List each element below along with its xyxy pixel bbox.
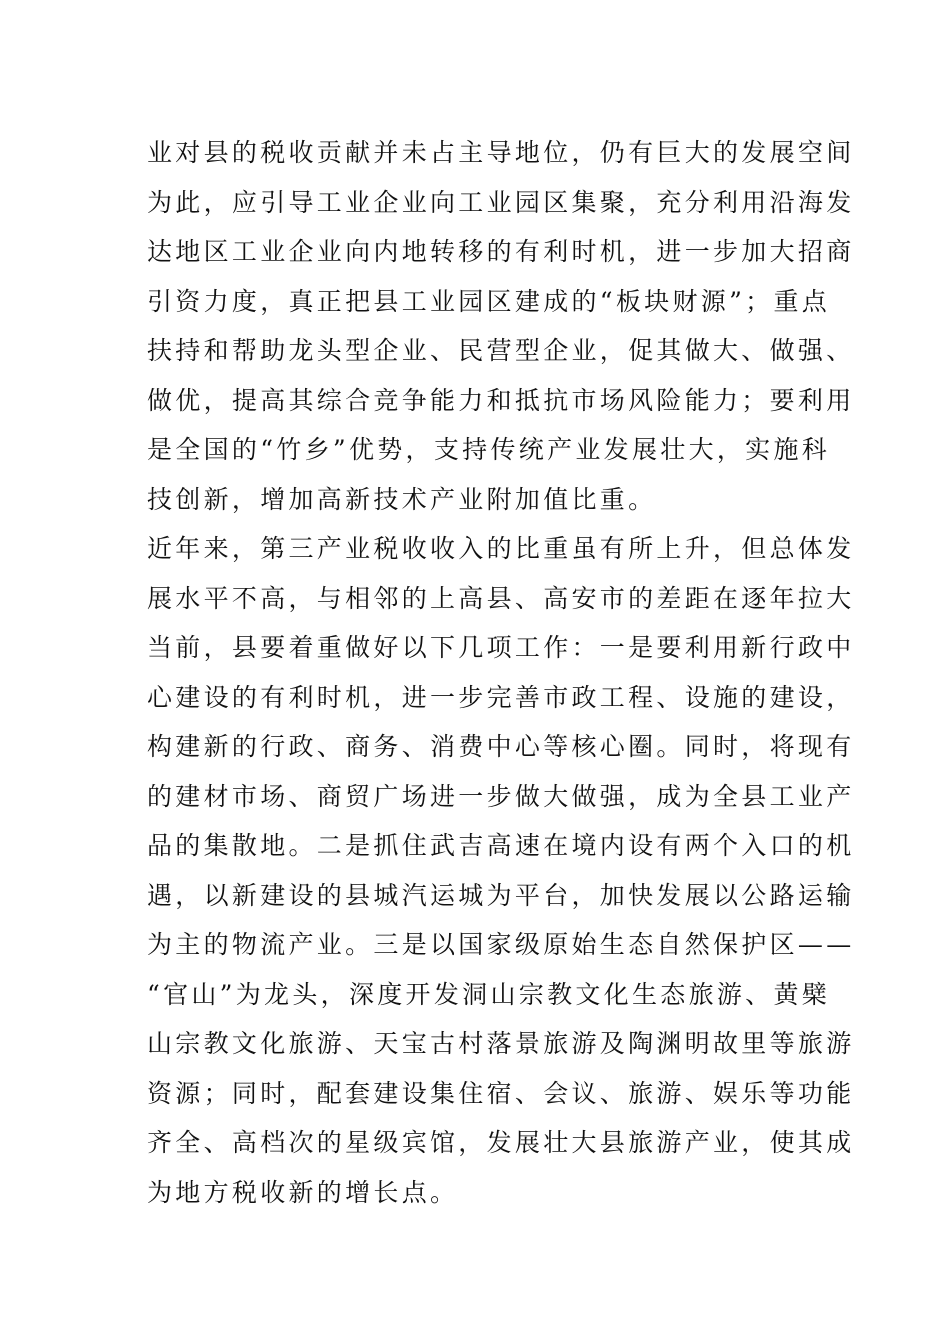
text-line: 是全国的“竹乡”优势，支持传统产业发展壮大，实施科 xyxy=(147,435,831,464)
text-line: 为此，应引导工业企业向工业园区集聚，充分利用沿海发 xyxy=(147,187,855,217)
text-line: 遇，以新建设的县城汽运城为平台，加快发展以公路运输 xyxy=(147,880,855,910)
text-line: 山宗教文化旅游、天宝古村落景旅游及陶渊明故里等旅游 xyxy=(147,1029,855,1058)
text-line: 引资力度，真正把县工业园区建成的“板块财源”；重点 xyxy=(147,286,831,316)
text-line: 为地方税收新的增长点。 xyxy=(147,1177,459,1207)
text-line: 品的集散地。二是抓住武吉高速在境内设有两个入口的机 xyxy=(147,831,855,860)
text-line: 为主的物流产业。三是以国家级原始生态自然保护区—— xyxy=(147,930,855,959)
text-line: 心建设的有利时机，进一步完善市政工程、设施的建设， xyxy=(147,682,855,712)
text-line: 达地区工业企业向内地转移的有利时机，进一步加大招商 xyxy=(147,237,855,266)
text-line: 齐全、高档次的星级宾馆，发展壮大县旅游产业，使其成 xyxy=(147,1128,855,1157)
text-line: “官山”为龙头，深度开发洞山宗教文化生态旅游、黄檗 xyxy=(147,979,831,1009)
text-line: 业对县的税收贡献并未占主导地位，仍有巨大的发展空间 xyxy=(147,138,855,167)
text-line: 做优，提高其综合竞争能力和抵抗市场风险能力；要利用 xyxy=(147,385,855,415)
text-line: 展水平不高，与相邻的上高县、高安市的差距在逐年拉大 xyxy=(147,583,855,613)
paragraph-industry xyxy=(147,128,855,524)
text-line: 近年来，第三产业税收收入的比重虽有所上升，但总体发 xyxy=(147,534,855,563)
text-line: 技创新，增加高新技术产业附加值比重。 xyxy=(147,484,657,514)
text-line: 当前，县要着重做好以下几项工作：一是要利用新行政中 xyxy=(147,633,855,662)
text-line: 构建新的行政、商务、消费中心等核心圈。同时，将现有 xyxy=(147,732,855,761)
text-line: 扶持和帮助龙头型企业、民营型企业，促其做大、做强、 xyxy=(147,336,855,365)
text-line: 的建材市场、商贸广场进一步做大做强，成为全县工业产 xyxy=(147,781,855,811)
text-line: 资源；同时，配套建设集住宿、会议、旅游、娱乐等功能 xyxy=(147,1078,855,1108)
paragraph-tertiary-industry xyxy=(147,524,855,1217)
